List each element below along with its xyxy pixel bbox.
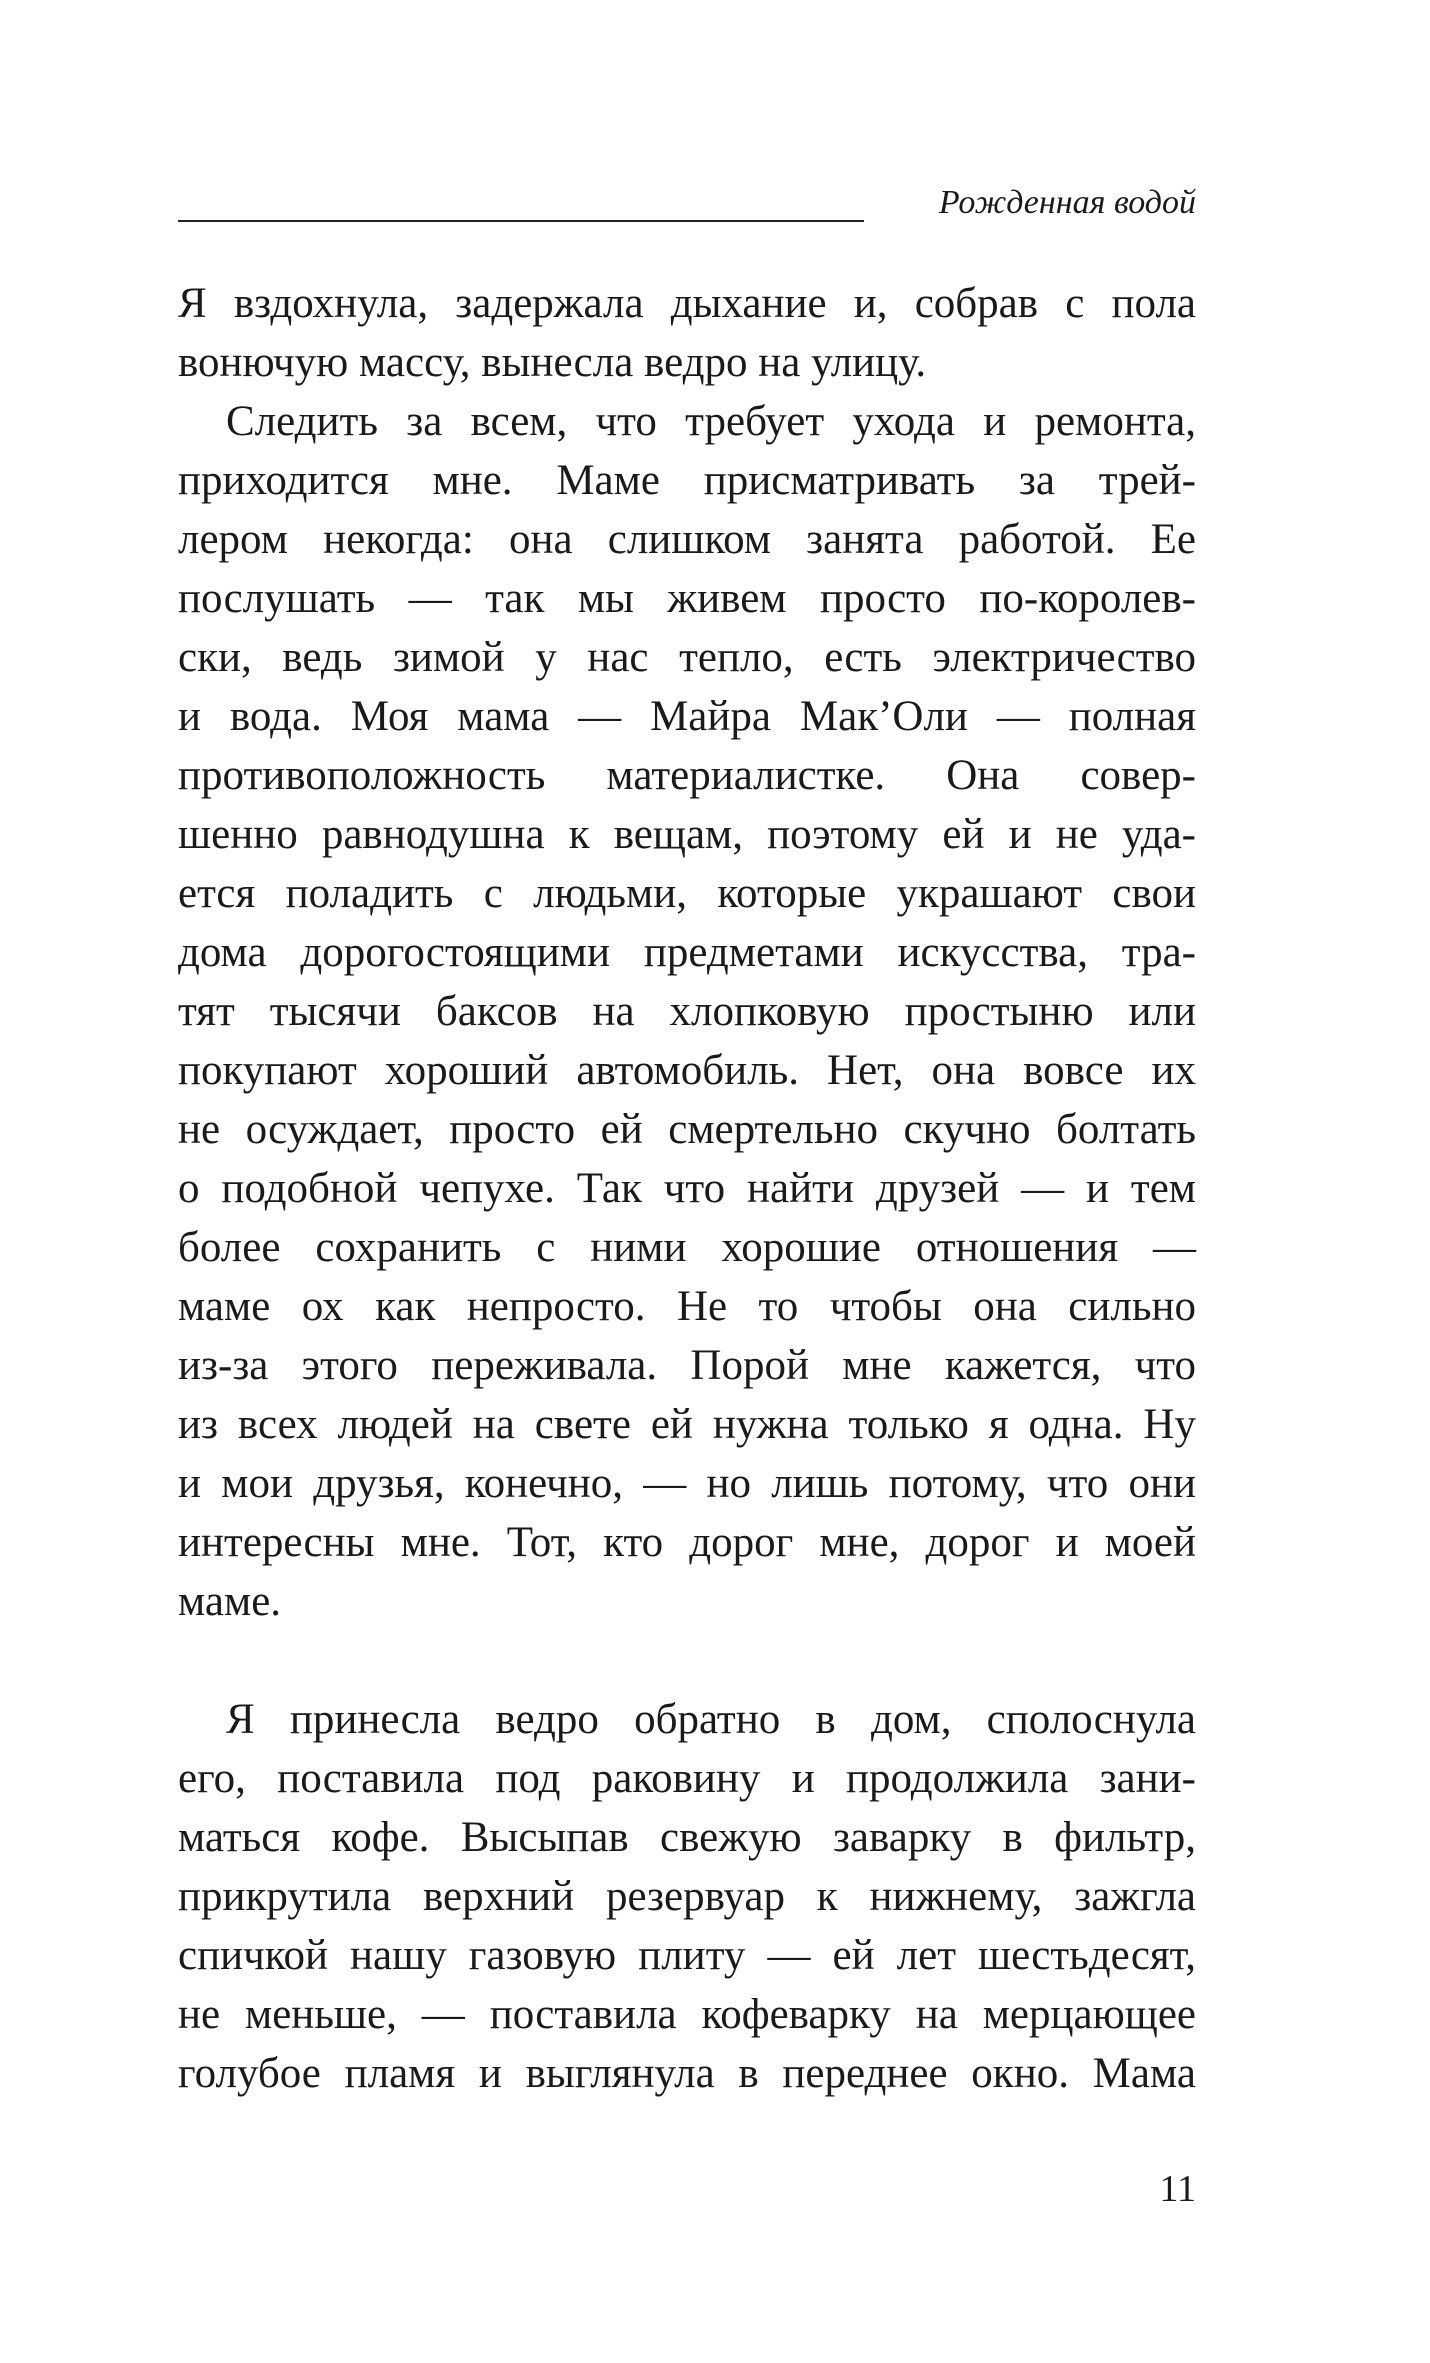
text-line: противоположность материалистке. Она совер-: [178, 752, 1196, 799]
text-line: о подобной чепухе. Так что найти друзей — и тем: [178, 1165, 1196, 1212]
page-number: 11: [1159, 2168, 1196, 2210]
text-line: Следить за всем, что требует ухода и ремонта,: [226, 398, 1196, 445]
text-line: вонючую массу, вынесла ведро на улицу.: [178, 339, 927, 386]
text-line: интересны мне. Тот, кто дорог мне, дорог и моей: [178, 1519, 1196, 1566]
text-line: дома дорогостоящими предметами искусства, тра-: [178, 929, 1196, 976]
text-line: тят тысячи баксов на хлопковую простыню или: [178, 988, 1196, 1035]
text-line: и мои друзья, конечно, — но лишь потому, что они: [178, 1460, 1196, 1507]
running-head-title: Рожденная водой: [938, 184, 1196, 221]
text-line: Я принесла ведро обратно в дом, сполоснула: [226, 1696, 1196, 1743]
text-line: более сохранить с ними хорошие отношения —: [178, 1224, 1196, 1271]
text-line: не меньше, — поставила кофеварку на мерцающее: [178, 1991, 1196, 2038]
text-line: маме ох как непросто. Не то чтобы она сильно: [178, 1283, 1196, 1330]
text-line: прикрутила верхний резервуар к нижнему, зажгла: [178, 1873, 1196, 1920]
paragraph: [178, 392, 1196, 1631]
text-line: ски, ведь зимой у нас тепло, есть электричество: [178, 634, 1196, 681]
text-line: маме.: [178, 1578, 282, 1625]
header-rule: [178, 220, 864, 222]
text-line: шенно равнодушна к вещам, поэтому ей и не уда-: [178, 811, 1196, 858]
text-line: его, поставила под раковину и продолжила зани-: [178, 1755, 1196, 1802]
text-line: Я вздохнула, задержала дыхание и, собрав с пола: [178, 280, 1196, 327]
text-line: послушать — так мы живем просто по-королев-: [178, 575, 1196, 622]
text-line: спичкой нашу газовую плиту — ей лет шестьдесят,: [178, 1932, 1196, 1979]
text-line: голубое пламя и выглянула в переднее окно. Мама: [178, 2050, 1196, 2097]
running-head: [178, 180, 1196, 232]
paragraph: [178, 1690, 1196, 2103]
text-line: и вода. Моя мама — Майра Мак’Оли — полная: [178, 693, 1196, 740]
text-line: лером некогда: она слишком занята работой. Ее: [178, 516, 1196, 563]
paragraph: [178, 274, 1196, 392]
section-break: [178, 1631, 1196, 1690]
text-line: ется поладить с людьми, которые украшают свои: [178, 870, 1196, 917]
text-line: из всех людей на свете ей нужна только я одна. Ну: [178, 1401, 1196, 1448]
body-text: [178, 274, 1196, 2103]
text-line: не осуждает, просто ей смертельно скучно болтать: [178, 1106, 1196, 1153]
text-line: маться кофе. Высыпав свежую заварку в фильтр,: [178, 1814, 1196, 1861]
text-line: приходится мне. Маме присматривать за трей-: [178, 457, 1196, 504]
text-line: покупают хороший автомобиль. Нет, она вовсе их: [178, 1047, 1196, 1094]
text-line: из-за этого переживала. Порой мне кажется, что: [178, 1342, 1196, 1389]
